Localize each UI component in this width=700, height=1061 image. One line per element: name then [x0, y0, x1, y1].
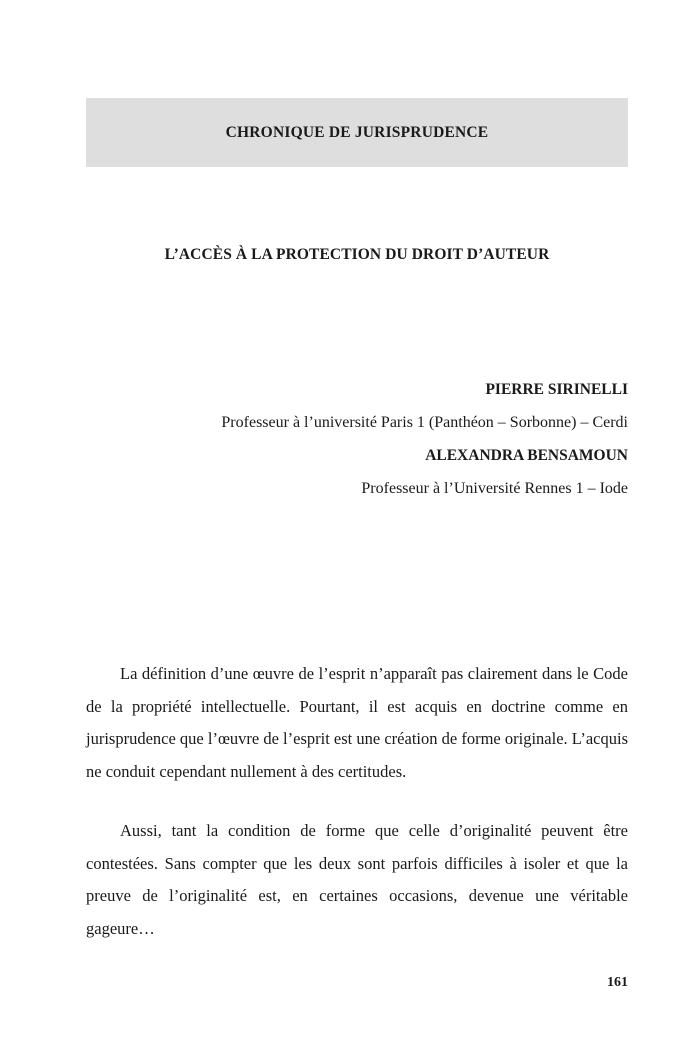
body-paragraph: Aussi, tant la condition de forme que celle d’originalité peuvent être contestées. Sans compter que les deux sont parfois difficiles à isoler et que la preuve de l’originalité est, en certaines occasions, devenue une véritable gageure…: [86, 821, 628, 938]
author-name: PIERRE SIRINELLI: [485, 381, 628, 398]
body-paragraph: La définition d’une œuvre de l’esprit n’apparaît pas clairement dans le Code de la propriété intellectuelle. Pourtant, il est acquis en doctrine comme en jurisprudence que l’œuvre de l’esprit est une création de forme originale. L’acquis ne conduit cependant nullement à des certitudes.: [86, 664, 628, 781]
page-number: 161: [607, 975, 628, 990]
section-heading: CHRONIQUE DE JURISPRUDENCE: [225, 123, 489, 141]
section-banner: [86, 98, 628, 167]
author-name: ALEXANDRA BENSAMOUN: [425, 447, 628, 464]
author-block: [86, 373, 628, 505]
author-affiliation: Professeur à l’Université Rennes 1 – Iode: [361, 480, 628, 497]
author-affiliation: Professeur à l’université Paris 1 (Panthéon – Sorbonne) – Cerdi: [221, 414, 628, 431]
article-title: L’ACCÈS À LA PROTECTION DU DROIT D’AUTEUR: [164, 246, 550, 263]
